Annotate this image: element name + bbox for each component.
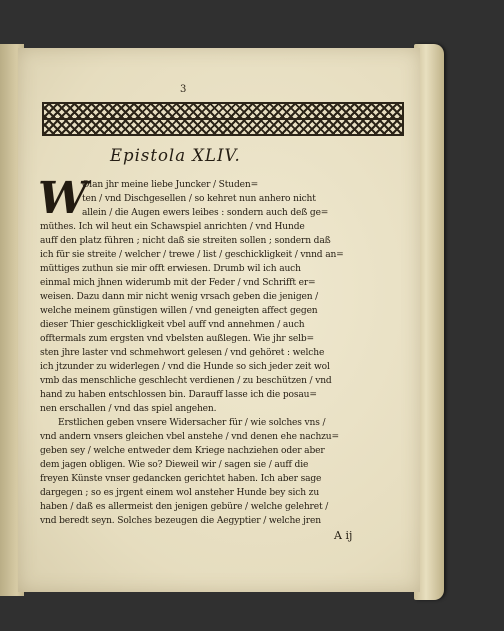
ornamental-headpiece xyxy=(42,102,404,136)
drop-cap-initial: W xyxy=(38,173,88,224)
text-line: müttiges zuthun sie mir offt erwiesen. Drumb wil ich auch xyxy=(40,264,301,274)
text-line: sten jhre laster vnd schmehwort gelesen / vnd gehöret : welche xyxy=(40,348,325,358)
text-line: vnd andern vnsers gleichen vbel anstehe / vnd denen ehe nachzu= xyxy=(40,432,339,442)
text-line: ich für sie streite / welcher / trewe / list / geschickligkeit / vnnd an= xyxy=(40,250,344,260)
epistle-heading: Epistola XLIV. xyxy=(110,146,241,165)
text-line: freyen Künste vnser gedancken gerichtet haben. Ich aber sage xyxy=(40,474,322,484)
book-page xyxy=(18,48,420,592)
text-line: ich jtzunder zu widerlegen / vnd die Hunde so sich jeder zeit wol xyxy=(40,362,330,372)
text-line: ten / vnd Dischgesellen / so kehret nun anhero nicht xyxy=(82,194,316,204)
text-line: vmb das menschliche geschlecht verdienen / zu beschützen / vnd xyxy=(40,376,332,386)
text-line: offtermals zum ergsten vnd vbelsten außlegen. Wie jhr selb= xyxy=(40,334,314,344)
page-number: 3 xyxy=(180,84,187,95)
text-line: dieser Thier geschickligkeit vbel auff vnd annehmen / auch xyxy=(40,320,305,330)
text-line: allein / die Augen ewers leibes : sondern auch deß ge= xyxy=(82,208,329,218)
text-line: müthes. Ich wil heut ein Schawspiel anrichten / vnd Hunde xyxy=(40,222,305,232)
text-line: haben / daß es allermeist den jenigen gebüre / welche gelehret / xyxy=(40,502,329,512)
text-line: vnd beredt seyn. Solches bezeugen die Aegyptier / welche jren xyxy=(40,516,321,526)
text-line: Erstlichen geben vnsere Widersacher für / wie solches vns / xyxy=(58,418,326,428)
text-line: dem jagen obligen. Wie so? Dieweil wir / sagen sie / auff die xyxy=(40,460,309,470)
text-line: einmal mich jhnen widerumb mit der Feder / vnd Schrifft er= xyxy=(40,278,316,288)
text-line: Olan jhr meine liebe Juncker / Studen= xyxy=(82,180,259,190)
text-line: geben sey / welche entweder dem Kriege nachziehen oder aber xyxy=(40,446,325,456)
signature-mark: A ij xyxy=(334,529,353,542)
text-line: dargegen ; so es jrgent einem wol ansteher Hunde bey sich zu xyxy=(40,488,320,498)
text-line: welche meinem günstigen willen / vnd geneigten affect gegen xyxy=(40,306,318,316)
text-line: nen erschallen / vnd das spiel angehen. xyxy=(40,404,217,414)
text-line: hand zu haben entschlossen bin. Darauff lasse ich die posau= xyxy=(40,390,317,400)
text-line: auff den platz führen ; nicht daß sie streiten sollen ; sondern daß xyxy=(40,236,331,246)
text-line: weisen. Dazu dann mir nicht wenig vrsach geben die jenigen / xyxy=(40,292,319,302)
